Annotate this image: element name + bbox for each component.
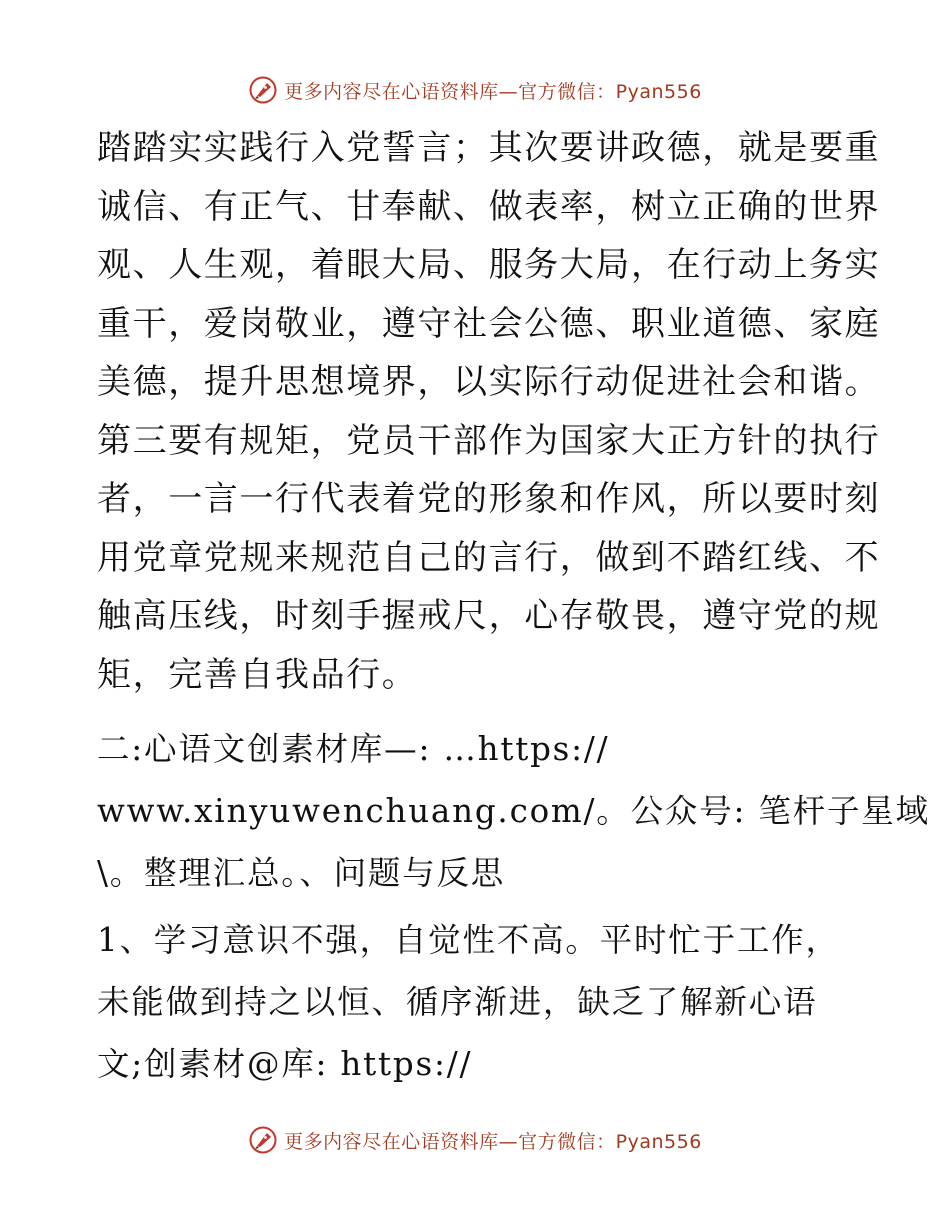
header-banner-text: 更多内容尽在心语资料库—官方微信：Pyan556 xyxy=(284,80,702,103)
text-line: 第三要有规矩，党员干部作为国家大正方针的执行 xyxy=(97,420,881,461)
text-line: 触高压线，时刻手握戒尺，心存敬畏，遵守党的规 xyxy=(97,596,881,636)
text-line: 者，一言一行代表着党的形象和作风，所以要时刻 xyxy=(97,479,881,519)
footer-banner-text: 更多内容尽在心语资料库—官方微信：Pyan556 xyxy=(284,1130,702,1153)
text-line: 矩，完善自我品行。 xyxy=(97,654,418,695)
text-line: 用党章党规来规范自己的言行，做到不踏红线、不 xyxy=(97,537,881,578)
text-line: \。整理汇总。、问题与反思 xyxy=(97,854,506,892)
text-line: 未能做到持之以恒、循序渐进，缺乏了解新心语 xyxy=(97,983,818,1021)
body-paragraph-3 xyxy=(97,909,857,1095)
text-line: 1、学习意识不强，自觉性不高。平时忙于工作， xyxy=(97,921,840,959)
text-line: 踏踏实实践行入党誓言；其次要讲政德，就是要重 xyxy=(97,128,881,168)
body-paragraph-1 xyxy=(97,119,881,704)
text-line: 观、人生观，着眼大局、服务大局，在行动上务实 xyxy=(97,245,881,285)
text-line: 二:心语文创素材库—: …https:// xyxy=(97,730,610,768)
body-paragraph-2 xyxy=(97,718,930,904)
footer-banner xyxy=(0,1120,950,1160)
pen-nib-circle-icon xyxy=(248,1125,278,1155)
pen-nib-circle-icon xyxy=(248,75,278,105)
header-banner xyxy=(0,70,950,110)
text-line: 文;创素材@库: https:// xyxy=(97,1045,473,1083)
text-line: www.xinyuwenchuang.com/。公众号: 笔杆子星域 xyxy=(97,792,930,830)
text-line: 美德，提升思想境界，以实际行动促进社会和谐。 xyxy=(97,362,881,402)
text-line: 诚信、有正气、甘奉献、做表率，树立正确的世界 xyxy=(97,186,881,227)
text-line: 重干，爱岗敬业，遵守社会公德、职业道德、家庭 xyxy=(97,303,881,344)
